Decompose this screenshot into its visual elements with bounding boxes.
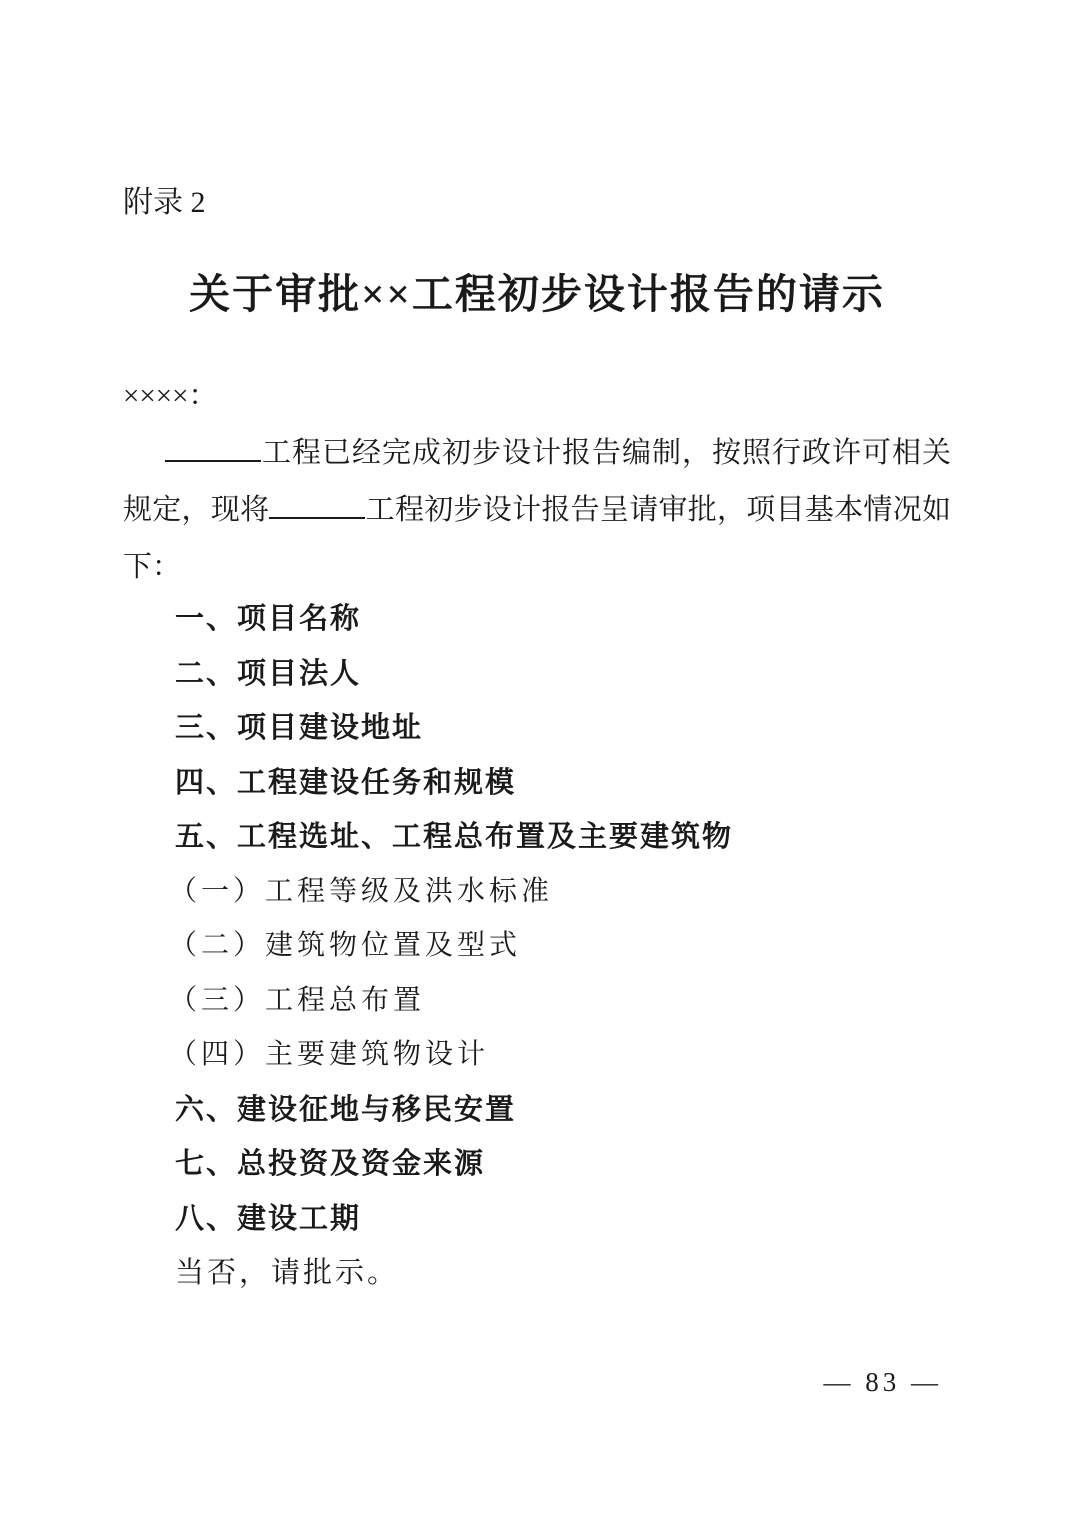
subheading-item-1: （一）工程等级及洪水标准 bbox=[169, 875, 554, 907]
heading-item-2: 二、项目法人 bbox=[175, 657, 362, 690]
heading-item-8: 八、建设工期 bbox=[175, 1202, 362, 1235]
subheading-item-4: （四）主要建筑物设计 bbox=[169, 1039, 490, 1070]
heading-item-6: 六、建设征地与移民安置 bbox=[175, 1093, 517, 1126]
heading-item-4: 四、工程建设任务和规模 bbox=[175, 766, 517, 799]
subheading-item-3: （三）工程总布置 bbox=[169, 984, 426, 1016]
paragraph-line-3: 下： bbox=[123, 551, 182, 583]
body-text bbox=[123, 368, 951, 596]
heading-item-5: 五、工程选址、工程总布置及主要建筑物 bbox=[175, 821, 734, 853]
heading-item-3: 三、项目建设地址 bbox=[175, 712, 424, 744]
heading-item-7: 七、总投资及资金来源 bbox=[175, 1148, 486, 1180]
paragraph-line-1 bbox=[123, 425, 951, 482]
fill-in-blank-2 bbox=[269, 487, 365, 519]
paragraph-line-2-prefix: 规定，现将 bbox=[123, 494, 270, 526]
fill-in-blank-1 bbox=[165, 430, 261, 462]
paragraph-line-2 bbox=[123, 482, 951, 539]
salutation: ××××： bbox=[123, 380, 218, 412]
paragraph-line-1-text: 工程已经完成初步设计报告编制，按照行政许可相关 bbox=[261, 437, 951, 469]
closing-line: 当否，请批示。 bbox=[175, 1257, 400, 1289]
appendix-label: 附录 2 bbox=[123, 186, 206, 219]
page-number: — 83 — bbox=[823, 1367, 942, 1397]
heading-item-1: 一、项目名称 bbox=[175, 603, 362, 635]
outline-list bbox=[123, 592, 951, 1301]
document-title: 关于审批××工程初步设计报告的请示 bbox=[189, 271, 885, 317]
subheading-item-2: （二）建筑物位置及型式 bbox=[169, 930, 522, 961]
paragraph-line-2-suffix: 工程初步设计报告呈请审批，项目基本情况如 bbox=[365, 494, 951, 526]
